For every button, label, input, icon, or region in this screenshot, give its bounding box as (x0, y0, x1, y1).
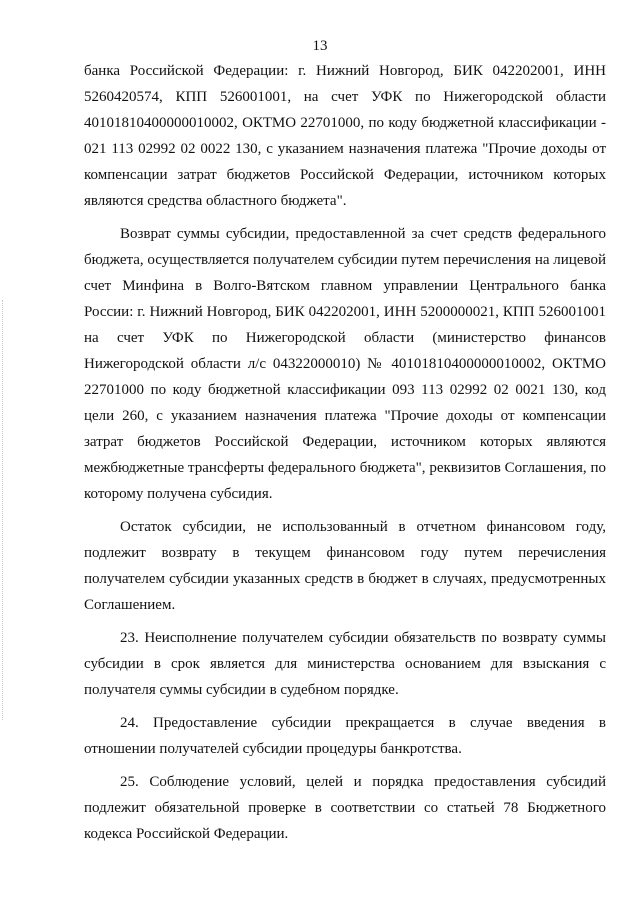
paragraph-item-24: 24. Предоставление субсидии прекращается в случае введения в отношении получателей субсидии процедуры банкротства. (84, 715, 606, 757)
paragraph-bank-details: банка Российской Федерации: г. Нижний Новгород, БИК 042202001, ИНН 5260420574, КПП 526001001, на счет УФК по Нижегородской области 40101810400000010002, ОКТМО 22701000, по коду бюджетной классификации - 021 113 02992 02 0022 130, с указанием назначения платежа "Прочие доходы от компенсации затрат бюджетов Российской Федерации, источником которых являются средства областного бюджета". (84, 63, 606, 209)
paragraph-item-23: 23. Неисполнение получателем субсидии обязательств по возврату суммы субсидии в срок является для министерства основанием для взыскания с получателя суммы субсидии в судебном порядке. (84, 630, 606, 698)
paragraph-item-25: 25. Соблюдение условий, целей и порядка предоставления субсидий подлежит обязательной проверке в соответствии со статьей 78 Бюджетного кодекса Российской Федерации. (84, 774, 606, 842)
paragraph-unused-balance: Остаток субсидии, не использованный в отчетном финансовом году, подлежит возврату в текущем финансовом году путем перечисления получателем субсидии указанных средств в бюджет в случаях, предусмотренных Соглашением. (84, 519, 606, 613)
document-body (84, 58, 606, 847)
paragraph-federal-refund: Возврат суммы субсидии, предоставленной за счет средств федерального бюджета, осуществляется получателем субсидии путем перечисления на лицевой счет Минфина в Волго-Вятском главном управлении Центрального банка России: г. Нижний Новгород, БИК 042202001, ИНН 5200000021, КПП 526001001 на счет УФК по Нижегородской области (министерство финансов Нижегородской области л/с 04322000010) № 40101810400000010002, ОКТМО 22701000 по коду бюджетной классификации 093 113 02992 02 0021 130, код цели 260, с указанием назначения платежа "Прочие доходы от компенсации затрат бюджетов Российской Федерации, источником которых являются межбюджетные трансферты федерального бюджета", реквизитов Соглашения, по которому получена субсидия. (84, 226, 606, 502)
page-number: 13 (312, 38, 328, 54)
scan-edge-mark (2, 300, 4, 720)
